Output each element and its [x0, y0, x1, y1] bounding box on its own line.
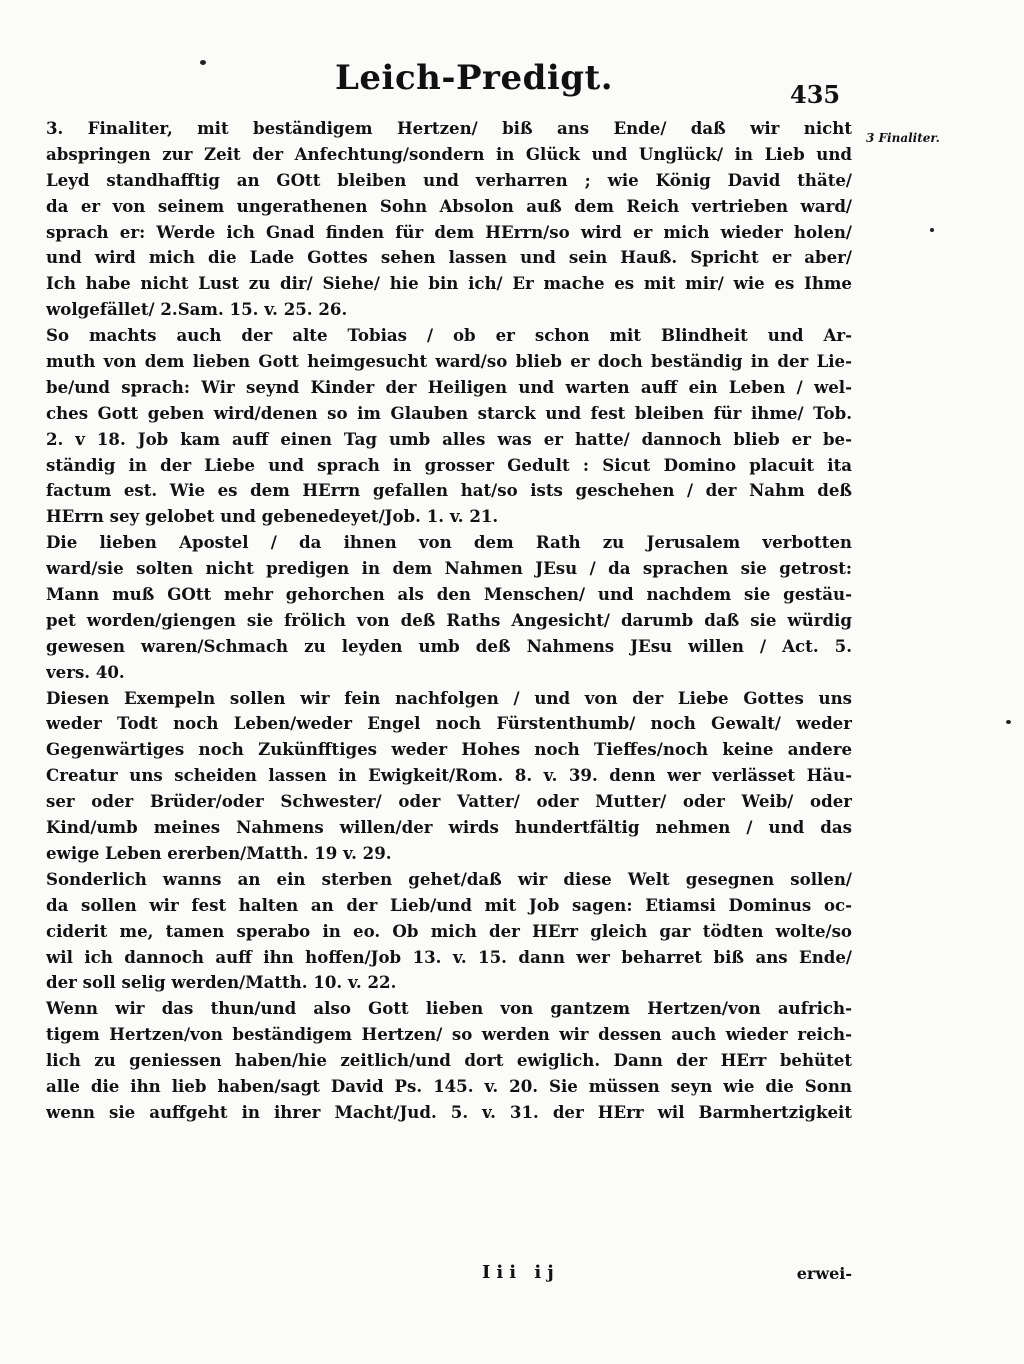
text-line: So machts auch der alte Tobias / ob er schon mit Blindheit und Ar- [46, 325, 852, 346]
text-line: wolgefället/ 2.Sam. 15. v. 25. 26. [46, 299, 348, 320]
signature-mark: Iii ij [482, 1262, 560, 1283]
text-line: ser oder Brüder/oder Schwester/ oder Vatter/ oder Mutter/ oder Weib/ oder [46, 791, 852, 812]
ink-speck [1006, 720, 1011, 724]
text-line: sprach er: Werde ich Gnad finden für dem HErrn/so wird er mich wieder holen/ [46, 221, 852, 242]
text-line: lich zu geniessen haben/hie zeitlich/und dort ewiglich. Dann der HErr behütet [46, 1050, 852, 1071]
text-line: HErrn sey gelobet und gebenedeyet/Job. 1. v. 21. [46, 506, 499, 527]
text-line: ewige Leben ererben/Matth. 19 v. 29. [46, 842, 392, 863]
text-line: abspringen zur Zeit der Anfechtung/sondern in Glück und Unglück/ in Lieb und [46, 143, 852, 164]
text-line: wil ich dannoch auff ihn hoffen/Job 13. v. 15. dann wer beharret biß ans Ende/ [46, 946, 852, 967]
text-line: vers. 40. [46, 661, 125, 682]
page-footer [46, 1262, 852, 1292]
text-line: Mann muß GOtt mehr gehorchen als den Menschen/ und nachdem sie gestäu- [46, 584, 852, 605]
text-line: tigem Hertzen/von beständigem Hertzen/ so werden wir dessen auch wieder reich- [46, 1024, 852, 1045]
text-line: gewesen waren/Schmach zu leyden umb deß Nahmens JEsu willen / Act. 5. [46, 635, 852, 656]
text-line: Creatur uns scheiden lassen in Ewigkeit/Rom. 8. v. 39. denn wer verlässet Häu- [46, 765, 852, 786]
text-line: factum est. Wie es dem HErrn gefallen hat/so ists geschehen / der Nahm deß [46, 480, 852, 501]
running-head: Leich-Predigt. [335, 58, 614, 98]
catchword: erwei- [796, 1264, 852, 1283]
text-line: Gegenwärtiges noch Zukünfftiges weder Hohes noch Tieffes/noch keine andere [46, 739, 852, 760]
text-line: ches Gott geben wird/denen so im Glauben starck und fest bleiben für ihme/ Tob. [46, 402, 852, 423]
text-line: ständig in der Liebe und sprach in grosser Gedult : Sicut Domino placuit ita [46, 454, 852, 475]
body-text [46, 116, 852, 1126]
text-line: 2. v 18. Job kam auff einen Tag umb alles was er hatte/ dannoch blieb er be- [46, 428, 852, 449]
ink-speck [200, 60, 206, 65]
text-line: muth von dem lieben Gott heimgesucht ward/so blieb er doch beständig in der Lie- [46, 351, 852, 372]
page-number: 435 [790, 80, 841, 109]
text-line: da sollen wir fest halten an der Lieb/und mit Job sagen: Etiamsi Dominus oc- [46, 894, 852, 915]
text-line: be/und sprach: Wir seynd Kinder der Heiligen und warten auff ein Leben / wel- [46, 376, 852, 397]
text-line: alle die ihn lieb haben/sagt David Ps. 145. v. 20. Sie müssen seyn wie die Sonn [46, 1075, 852, 1096]
text-line: ward/sie solten nicht predigen in dem Nahmen JEsu / da sprachen sie getrost: [46, 558, 852, 579]
text-line: Ich habe nicht Lust zu dir/ Siehe/ hie bin ich/ Er mache es mit mir/ wie es Ihme [46, 273, 852, 294]
text-line: pet worden/giengen sie frölich von deß Raths Angesicht/ darumb daß sie würdig [46, 609, 852, 630]
margin-note: 3 Finaliter. [866, 131, 940, 145]
text-line: Sonderlich wanns an ein sterben gehet/daß wir diese Welt gesegnen sollen/ [46, 868, 852, 889]
text-line: Diesen Exempeln sollen wir fein nachfolgen / und von der Liebe Gottes uns [46, 687, 852, 708]
text-line: da er von seinem ungerathenen Sohn Absolon auß dem Reich vertrieben ward/ [46, 195, 852, 216]
text-line: wenn sie auffgeht in ihrer Macht/Jud. 5. v. 31. der HErr wil Barmhertzigkeit [46, 1101, 852, 1122]
text-line: Kind/umb meines Nahmens willen/der wirds hundertfältig nehmen / und das [46, 817, 852, 838]
ink-speck [930, 228, 934, 232]
text-line: 3. Finaliter, mit beständigem Hertzen/ biß ans Ende/ daß wir nicht [46, 118, 852, 138]
text-line: weder Todt noch Leben/weder Engel noch Fürstenthumb/ noch Gewalt/ weder [46, 713, 852, 734]
text-line: Die lieben Apostel / da ihnen von dem Rath zu Jerusalem verbotten [46, 532, 852, 553]
text-line: Wenn wir das thun/und also Gott lieben von gantzem Hertzen/von aufrich- [46, 998, 852, 1019]
text-line: der soll selig werden/Matth. 10. v. 22. [46, 972, 397, 993]
text-line: und wird mich die Lade Gottes sehen lassen und sein Hauß. Spricht er aber/ [46, 247, 852, 268]
text-line: Leyd standhafftig an GOtt bleiben und verharren ; wie König David thäte/ [46, 169, 852, 190]
text-line: ciderit me, tamen sperabo in eo. Ob mich der HErr gleich gar tödten wolte/so [46, 920, 852, 941]
